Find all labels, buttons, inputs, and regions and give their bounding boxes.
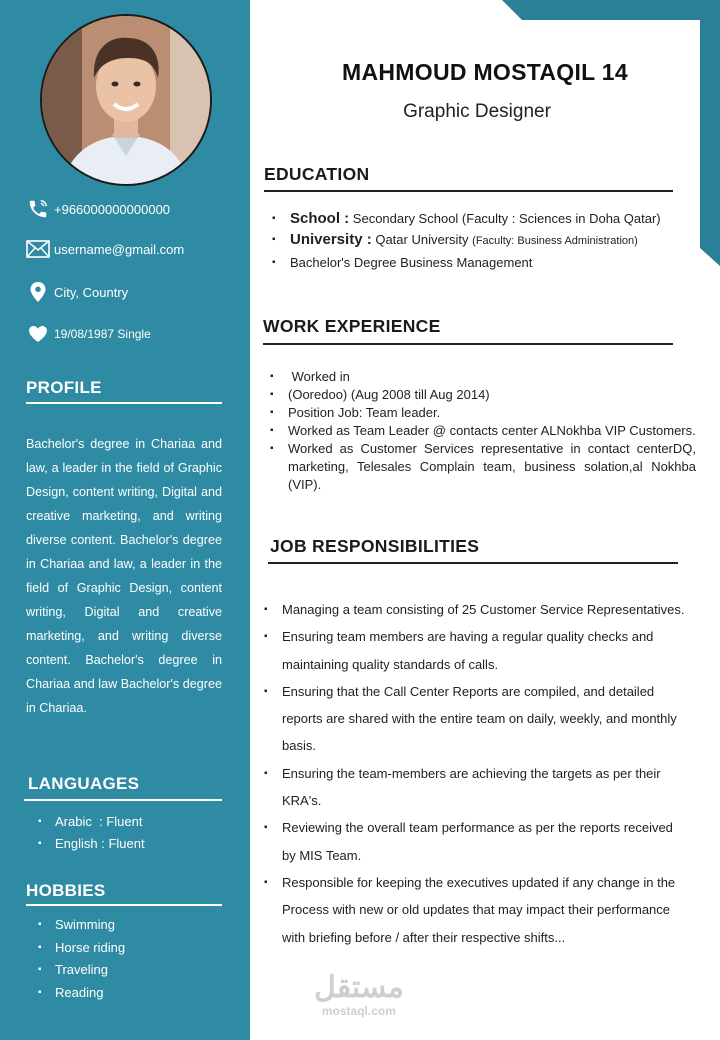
profile-divider [26,402,222,404]
mostaql-watermark [314,972,404,1018]
hobby-item: ▪ Traveling [38,959,125,982]
sidebar [0,0,250,1040]
work-list [268,368,696,494]
location-text: City, Country [54,284,129,300]
education-divider [264,190,673,192]
responsibilities-list [262,596,686,951]
school-label: School : [290,210,350,227]
phone-icon [26,198,50,220]
email-address: username@gmail.com [54,241,185,257]
heart-icon [26,323,50,345]
university-faculty: (Faculty: Business Administration) [472,235,638,247]
education-degree: ▪ Bachelor's Degree Business Management [270,252,700,273]
work-divider [263,343,673,345]
hobbies-divider [26,904,222,906]
school-value: Secondary School (Faculty : Sciences in Doha Qatar) [352,211,661,226]
hobbies-heading: HOBBIES [26,881,106,900]
hobbies-list [38,914,125,1004]
responsibilities-heading: JOB RESPONSIBILITIES [270,536,480,556]
language-item: ▪ English : Fluent [38,833,145,855]
work-item: ▪ Worked as Customer Services representative in contact centerDQ, marketing, Telesales Complain team, business solation,al Nokhba (VIP). [268,440,696,494]
responsibility-item: ▪ Managing a team consisting of 25 Customer Service Representatives. [262,596,686,623]
work-item: ▪ Position Job: Team leader. [268,404,696,422]
profile-heading: PROFILE [26,378,102,397]
hobby-item: ▪ Horse riding [38,937,125,960]
work-item: ▪ (Ooredoo) (Aug 2008 till Aug 2014) [268,386,696,404]
watermark-domain: mostaql.com [321,1004,396,1018]
candidate-name: MAHMOUD MOSTAQIL 14 [342,59,628,85]
profile-photo [40,14,212,186]
education-list [270,208,700,273]
language-item: ▪ Arabic : Fluent [38,811,145,833]
responsibilities-divider [268,562,678,564]
responsibility-item: ▪ Ensuring team members are having a regular quality checks and maintaining quality standards of calls. [262,623,686,678]
watermark-arabic: مستقل [314,971,404,1004]
phone-number: +966000000000000 [54,201,171,217]
profile-photo-illustration [42,16,210,184]
profile-text: Bachelor's degree in Chariaa and law, a leader in the field of Graphic Design, content writing, Digital and creative marketing, and writing diverse content. Bachelor's degree in Chariaa and law, a leader in the field of Graphic Design, content writing, Digital and creative marketing, and writing diverse content. Bachelor's degree in Chariaa and law Bachelor's degree in Chariaa. [26,437,222,715]
contact-dob-status [26,323,151,345]
hobby-item: ▪ Swimming [38,914,125,937]
responsibility-item: ▪ Ensuring the team-members are achieving the targets as per their KRA's. [262,760,686,815]
languages-heading: LANGUAGES [28,774,140,793]
work-item: ▪ Worked as Team Leader @ contacts center ALNokhba VIP Customers. [268,422,696,440]
contact-location [26,281,128,303]
university-value: Qatar University [375,232,469,247]
university-label: University : [290,231,372,248]
education-school [270,208,700,229]
responsibility-item: ▪ Ensuring that the Call Center Reports are compiled, and detailed reports are shared with the entire team on daily, weekly, and monthly basis. [262,678,686,760]
location-pin-icon [26,281,50,303]
education-university [270,229,700,252]
languages-list [38,811,145,855]
education-heading: EDUCATION [264,164,370,184]
envelope-icon [26,238,50,260]
responsibility-item: ▪ Responsible for keeping the executives updated if any change in the Process with new or old updates that may impact their performance with briefing before / after their respective shifts... [262,869,686,951]
job-title: Graphic Designer [403,101,551,122]
contact-email [26,238,184,260]
dob-status-text: 19/08/1987 Single [54,327,151,341]
work-item: ▪ Worked in [268,368,696,386]
hobby-item: ▪ Reading [38,982,125,1005]
responsibility-item: ▪ Reviewing the overall team performance as per the reports received by MIS Team. [262,814,686,869]
languages-divider [24,799,222,801]
contact-phone [26,198,170,220]
work-heading: WORK EXPERIENCE [263,316,441,336]
